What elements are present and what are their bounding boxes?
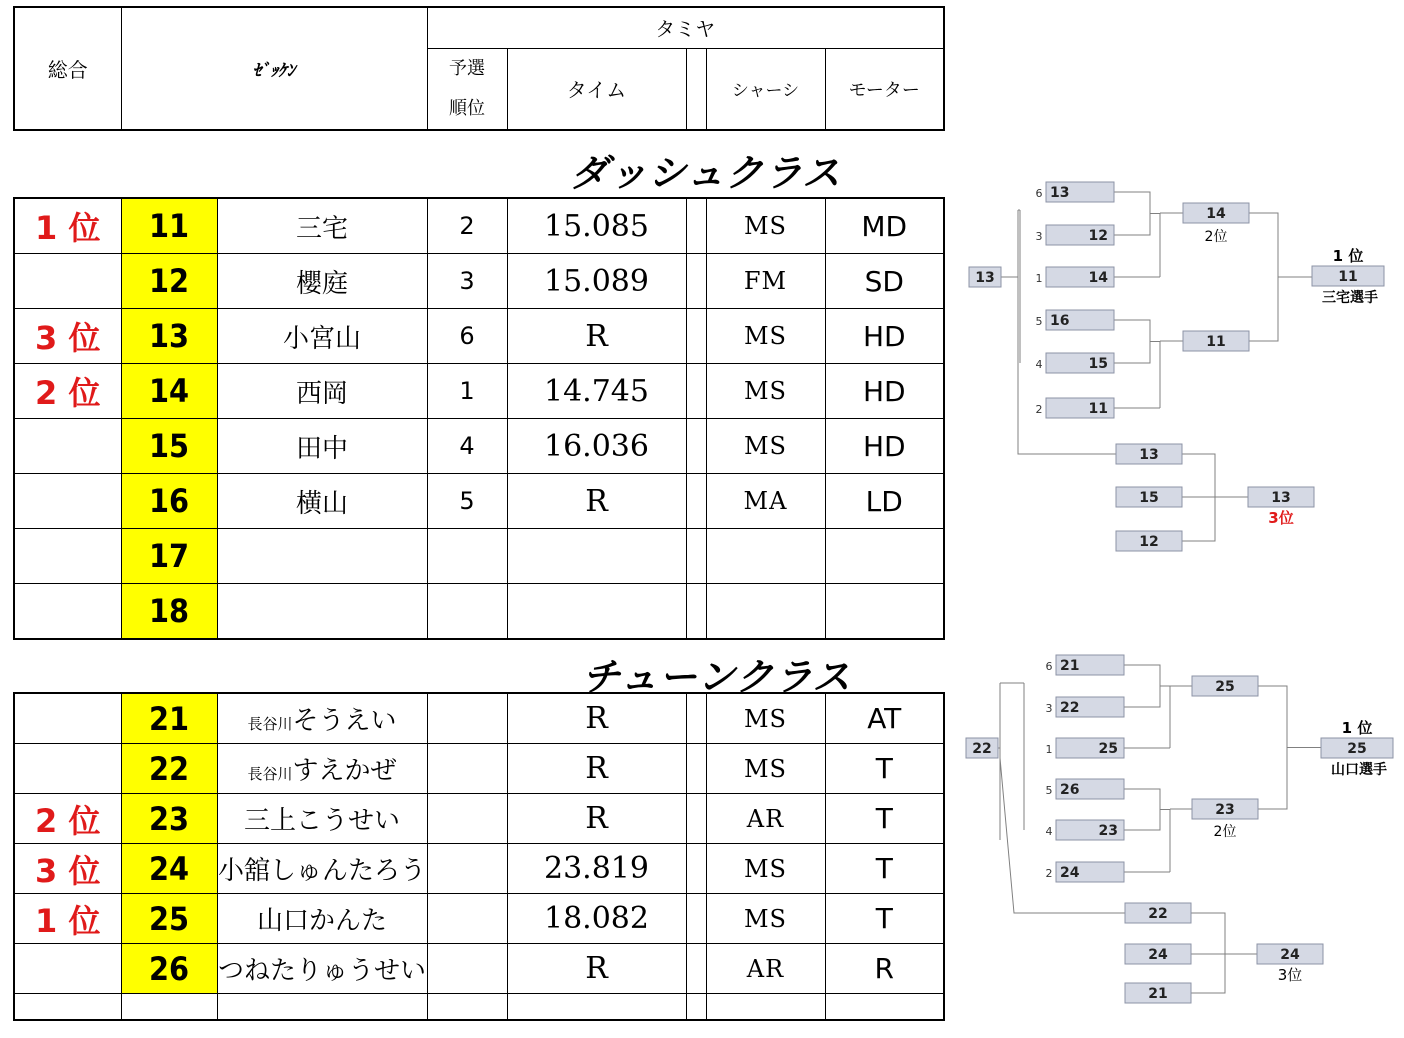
motor-cell: HD — [825, 419, 944, 474]
bracket-entry-label: 25 — [1098, 741, 1118, 757]
name-text: 小宮山 — [282, 323, 361, 354]
seed-number: 6 — [1035, 187, 1043, 200]
bracket-line — [1001, 237, 1018, 277]
name-text: 横山 — [295, 488, 348, 519]
motor-cell: T — [825, 894, 944, 944]
bracket-entry-label: 12 — [1088, 228, 1108, 244]
chassis-cell: MS — [706, 198, 825, 254]
time-cell: 18.082 — [507, 894, 686, 944]
third-rank-label: 3位 — [1268, 509, 1294, 527]
bracket-entry-label: 24 — [1060, 865, 1080, 881]
name-text: 山口かんた — [256, 906, 387, 936]
bracket-entry-label: 13 — [1050, 185, 1070, 201]
bracket-third-entry-label: 13 — [1139, 447, 1159, 463]
chassis-cell: MS — [706, 844, 825, 894]
seed-number: 5 — [1045, 784, 1053, 797]
name-prefix: 長谷川 — [247, 715, 293, 733]
motor-cell: T — [825, 844, 944, 894]
name-text: 田中 — [295, 433, 348, 464]
name-text: そうえい — [292, 706, 397, 736]
seed-number: 1 — [1045, 743, 1053, 756]
bracket-line — [1124, 789, 1160, 830]
motor-cell: HD — [825, 364, 944, 419]
rank-cell: 1 位 — [14, 198, 121, 254]
bib-cell: 17 — [121, 529, 217, 584]
qualifying-rank-cell: 1 — [427, 364, 507, 419]
semi-rank-label: 2位 — [1204, 229, 1228, 245]
rank-cell: 3 位 — [14, 309, 121, 364]
time-cell: 15.085 — [507, 198, 686, 254]
dash-class-title: ダッシュクラス — [570, 151, 842, 195]
final-winner-name: 三宅選手 — [1322, 290, 1378, 306]
name-text: 三宅 — [295, 213, 348, 244]
name-prefix: 長谷川 — [247, 765, 293, 783]
qualifying-rank-cell: 5 — [427, 474, 507, 529]
bracket-line — [1258, 686, 1287, 809]
bracket-line — [1124, 665, 1160, 707]
bracket-third-winner-label: 13 — [1271, 490, 1291, 506]
motor-cell: LD — [825, 474, 944, 529]
motor-cell: MD — [825, 198, 944, 254]
time-cell: 14.745 — [507, 364, 686, 419]
bracket-third-entry-label: 22 — [1148, 906, 1168, 922]
name-text: 西岡 — [295, 378, 348, 409]
bracket-entry-label: 16 — [1050, 313, 1070, 329]
rank-cell: 3 位 — [14, 844, 121, 894]
bracket-third-entry-label: 12 — [1139, 534, 1159, 550]
bib-cell: 16 — [121, 474, 217, 529]
time-cell: R — [507, 794, 686, 844]
bracket-third-winner-label: 24 — [1280, 947, 1300, 963]
bib-cell: 18 — [121, 584, 217, 640]
name-text: すえかぜ — [292, 756, 397, 786]
final-rank-label: 1 位 — [1341, 719, 1373, 737]
bracket-final-label: 25 — [1347, 741, 1367, 757]
rank-cell: 2 位 — [14, 794, 121, 844]
time-cell: R — [507, 744, 686, 794]
bib-cell: 12 — [121, 254, 217, 309]
bracket-final-label: 11 — [1338, 269, 1358, 285]
motor-cell: R — [825, 944, 944, 994]
bib-cell: 23 — [121, 794, 217, 844]
qualifying-rank-cell: 3 — [427, 254, 507, 309]
tune-class-title: チューンクラス — [582, 655, 852, 699]
header-time: タイム — [507, 48, 686, 130]
header-motor: モーター — [825, 48, 944, 130]
seed-number: 1 — [1035, 272, 1043, 285]
bracket-entry-label: 15 — [1088, 356, 1108, 372]
bracket-entry-label: 11 — [1088, 401, 1108, 417]
time-cell: R — [507, 693, 686, 744]
chassis-cell: MS — [706, 309, 825, 364]
name-text: 三上こうせい — [243, 806, 400, 836]
header-overall: 総合 — [14, 7, 121, 130]
rank-cell: 1 位 — [14, 894, 121, 944]
bib-cell: 11 — [121, 198, 217, 254]
time-cell: R — [507, 474, 686, 529]
bracket-line — [1249, 213, 1278, 341]
chassis-cell: FM — [706, 254, 825, 309]
bracket-semi-label: 14 — [1206, 206, 1226, 222]
chassis-cell: MS — [706, 693, 825, 744]
header-chassis: シャーシ — [706, 48, 825, 130]
bib-cell: 26 — [121, 944, 217, 994]
bib-cell: 24 — [121, 844, 217, 894]
chassis-cell: MS — [706, 744, 825, 794]
chassis-cell: AR — [706, 794, 825, 844]
motor-cell: SD — [825, 254, 944, 309]
bracket-wildcard-label: 13 — [975, 270, 995, 286]
name-text: 櫻庭 — [295, 268, 348, 299]
bracket-third-entry-label: 15 — [1139, 490, 1159, 506]
seed-number: 4 — [1035, 358, 1043, 371]
bracket-semi-label: 11 — [1206, 334, 1226, 350]
bracket-entry-label: 14 — [1088, 270, 1108, 286]
header-qual-line2: 順位 — [449, 97, 485, 119]
motor-cell: T — [825, 744, 944, 794]
bracket-third-entry-label: 21 — [1148, 986, 1168, 1002]
bib-cell: 21 — [121, 693, 217, 744]
bracket-entry-label: 22 — [1060, 700, 1080, 716]
qualifying-rank-cell: 2 — [427, 198, 507, 254]
name-text: 小舘しゅんたろう — [217, 856, 426, 886]
seed-number: 5 — [1035, 315, 1043, 328]
header-tamiya: タミヤ — [427, 7, 944, 48]
time-cell: R — [507, 944, 686, 994]
seed-number: 3 — [1045, 702, 1053, 715]
chassis-cell: MS — [706, 364, 825, 419]
motor-cell: T — [825, 794, 944, 844]
semi-rank-label: 2位 — [1213, 824, 1237, 840]
chassis-cell: MS — [706, 894, 825, 944]
qualifying-rank-cell: 6 — [427, 309, 507, 364]
seed-number: 2 — [1045, 867, 1053, 880]
time-cell: 15.089 — [507, 254, 686, 309]
final-rank-label: 1 位 — [1332, 247, 1364, 265]
time-cell: 16.036 — [507, 419, 686, 474]
name-text: つねたりゅうせい — [217, 956, 426, 986]
bracket-entry-label: 21 — [1060, 658, 1080, 674]
bib-cell: 25 — [121, 894, 217, 944]
qualifying-rank-cell: 4 — [427, 419, 507, 474]
chassis-cell: AR — [706, 944, 825, 994]
bracket-entry-label: 23 — [1098, 823, 1118, 839]
rank-cell: 2 位 — [14, 364, 121, 419]
bracket-line — [1114, 320, 1150, 363]
seed-number: 4 — [1045, 825, 1053, 838]
time-cell: R — [507, 309, 686, 364]
header-qual-line1: 予選 — [449, 57, 485, 79]
seed-number: 3 — [1035, 230, 1043, 243]
bracket-wildcard-label: 22 — [972, 741, 992, 757]
bracket-line — [1191, 913, 1225, 993]
header-zekken: ｾﾞｯｹﾝ — [121, 7, 427, 130]
motor-cell: HD — [825, 309, 944, 364]
bib-cell: 14 — [121, 364, 217, 419]
time-cell: 23.819 — [507, 844, 686, 894]
chassis-cell: MS — [706, 419, 825, 474]
bracket-semi-label: 23 — [1215, 802, 1235, 818]
chassis-cell: MA — [706, 474, 825, 529]
bracket-third-entry-label: 24 — [1148, 947, 1168, 963]
bracket-semi-label: 25 — [1215, 679, 1235, 695]
bib-cell: 15 — [121, 419, 217, 474]
seed-number: 2 — [1035, 403, 1043, 416]
bib-cell: 22 — [121, 744, 217, 794]
bib-cell: 13 — [121, 309, 217, 364]
bracket-line — [1114, 192, 1150, 235]
final-winner-name: 山口選手 — [1331, 762, 1387, 778]
seed-number: 6 — [1045, 660, 1053, 673]
third-rank-label: 3位 — [1277, 966, 1303, 984]
motor-cell: AT — [825, 693, 944, 744]
bracket-entry-label: 26 — [1060, 782, 1080, 798]
